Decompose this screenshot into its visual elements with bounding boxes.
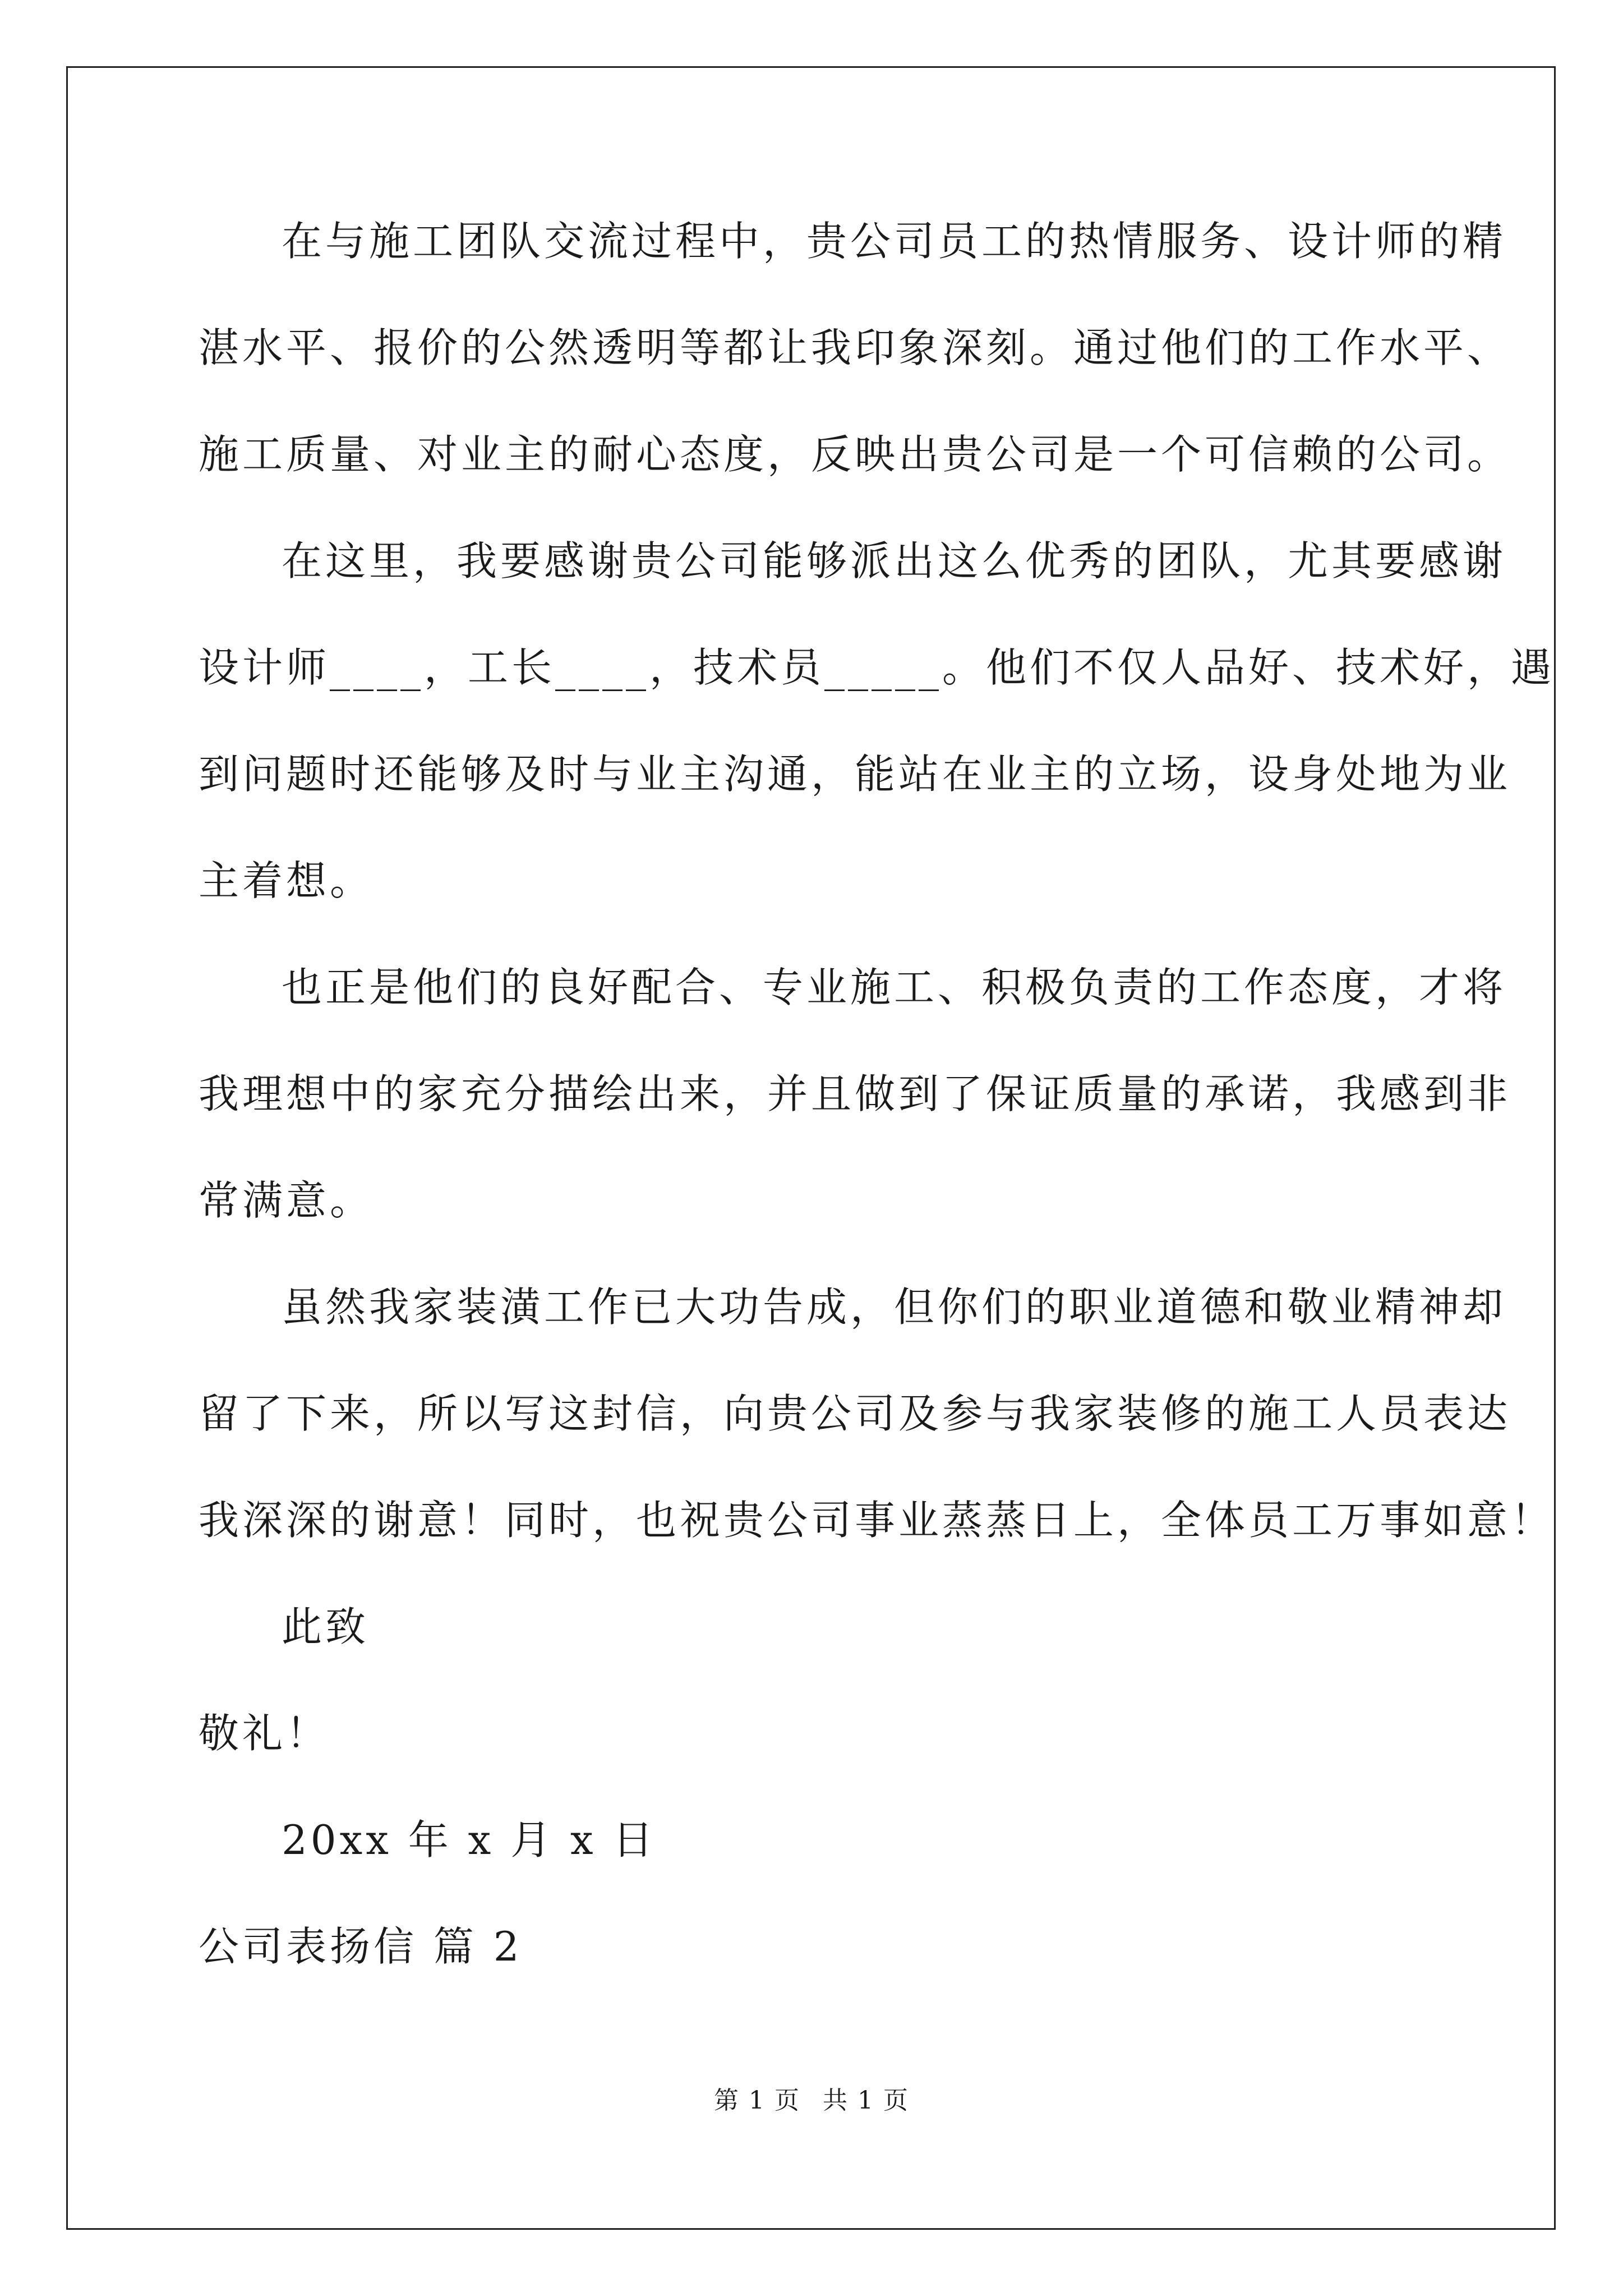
body-line: 施工质量、对业主的耐心态度，反映出贵公司是一个可信赖的公司。 bbox=[199, 431, 1511, 478]
page-total: 共 1 页 bbox=[823, 2086, 909, 2115]
body-line: 也正是他们的良好配合、专业施工、积极负责的工作态度，才将 bbox=[282, 964, 1507, 1011]
body-line: 到问题时还能够及时与业主沟通，能站在业主的立场，设身处地为业 bbox=[199, 751, 1511, 798]
body-line: 湛水平、报价的公然透明等都让我印象深刻。通过他们的工作水平、 bbox=[199, 324, 1511, 371]
body-line: 在这里，我要感谢贵公司能够派出这么优秀的团队，尤其要感谢 bbox=[282, 537, 1507, 585]
page-footer bbox=[0, 2087, 1623, 2115]
next-section-title: 公司表扬信 篇 2 bbox=[199, 1923, 523, 1970]
body-line: 我深深的谢意！同时，也祝贵公司事业蒸蒸日上，全体员工万事如意！ bbox=[199, 1497, 1555, 1544]
page-border bbox=[66, 66, 1556, 2230]
body-line: 留了下来，所以写这封信，向贵公司及参与我家装修的施工人员表达 bbox=[199, 1390, 1511, 1437]
body-line: 常满意。 bbox=[199, 1177, 374, 1224]
body-line: 在与施工团队交流过程中，贵公司员工的热情服务、设计师的精 bbox=[282, 218, 1507, 265]
salutation: 敬礼！ bbox=[199, 1710, 330, 1757]
body-line: 设计师____，工长____，技术员_____。他们不仅人品好、技术好，遇 bbox=[199, 644, 1555, 691]
page-number: 第 1 页 bbox=[714, 2086, 800, 2115]
closing-phrase: 此致 bbox=[282, 1603, 370, 1650]
body-line: 我理想中的家充分描绘出来，并且做到了保证质量的承诺，我感到非 bbox=[199, 1070, 1511, 1117]
body-line: 虽然我家装潢工作已大功告成，但你们的职业道德和敬业精神却 bbox=[282, 1283, 1507, 1331]
letter-date: 20xx 年 x 月 x 日 bbox=[282, 1816, 657, 1864]
body-line: 主着想。 bbox=[199, 857, 374, 904]
